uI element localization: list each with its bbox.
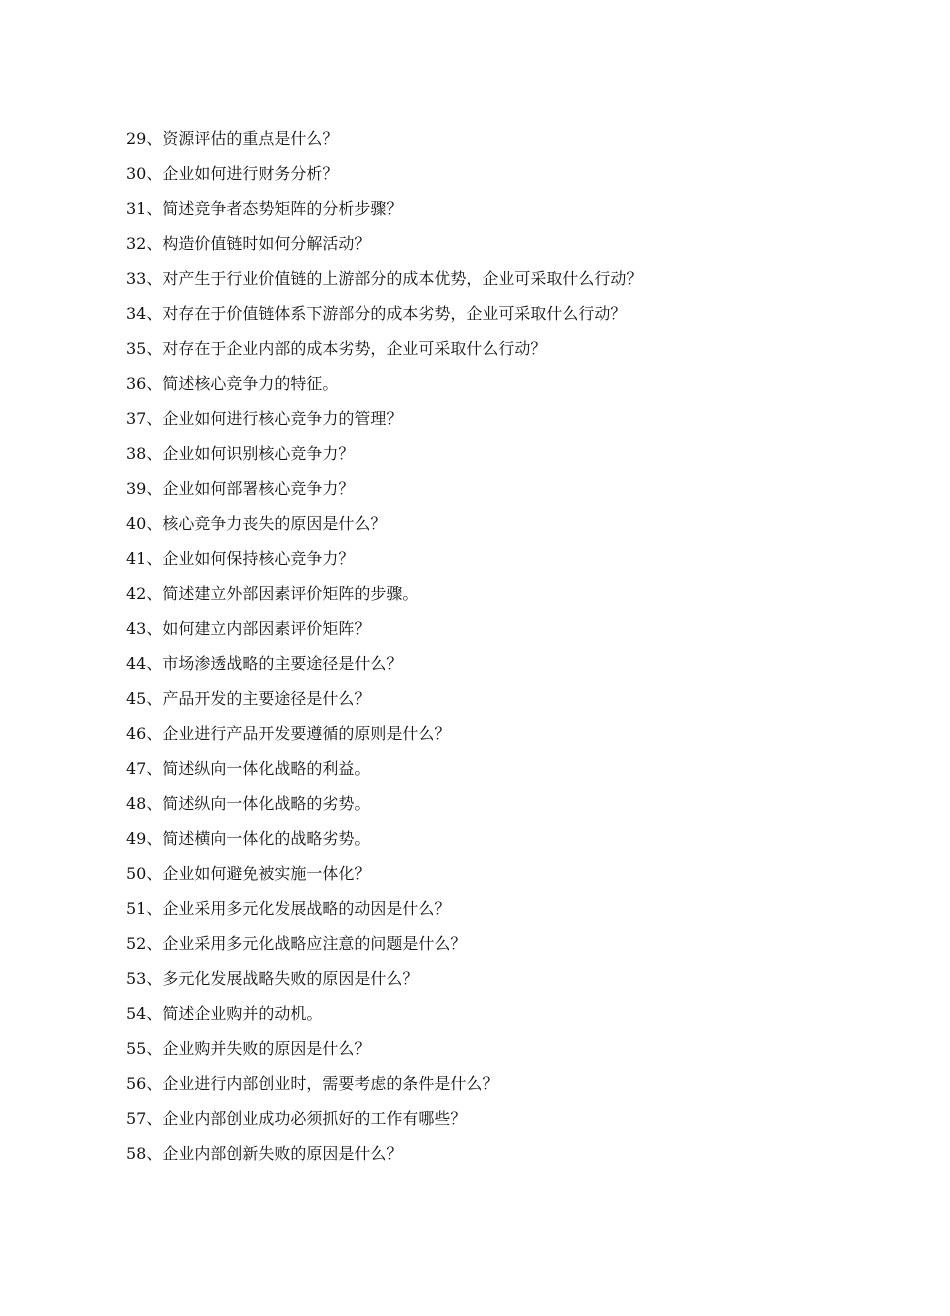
question-item: 47、简述纵向一体化战略的利益。 bbox=[126, 759, 371, 778]
question-item: 30、企业如何进行财务分析？ bbox=[126, 164, 339, 183]
question-item: 48、简述纵向一体化战略的劣势。 bbox=[126, 794, 371, 813]
question-item: 46、企业进行产品开发要遵循的原则是什么？ bbox=[126, 724, 451, 743]
question-item: 34、对存在于价值链体系下游部分的成本劣势，企业可采取什么行动？ bbox=[126, 304, 627, 323]
question-item: 54、简述企业购并的动机。 bbox=[126, 1004, 323, 1023]
question-item: 35、对存在于企业内部的成本劣势，企业可采取什么行动？ bbox=[126, 339, 547, 358]
question-item: 41、企业如何保持核心竞争力？ bbox=[126, 549, 355, 568]
question-item: 32、构造价值链时如何分解活动？ bbox=[126, 234, 371, 253]
question-item: 58、企业内部创新失败的原因是什么？ bbox=[126, 1144, 403, 1163]
question-item: 55、企业购并失败的原因是什么？ bbox=[126, 1039, 371, 1058]
question-item: 57、企业内部创业成功必须抓好的工作有哪些？ bbox=[126, 1109, 467, 1128]
question-item: 29、资源评估的重点是什么？ bbox=[126, 129, 339, 148]
question-item: 33、对产生于行业价值链的上游部分的成本优势，企业可采取什么行动？ bbox=[126, 269, 643, 288]
question-item: 42、简述建立外部因素评价矩阵的步骤。 bbox=[126, 584, 419, 603]
question-item: 51、企业采用多元化发展战略的动因是什么？ bbox=[126, 899, 451, 918]
question-item: 37、企业如何进行核心竞争力的管理？ bbox=[126, 409, 403, 428]
question-item: 40、核心竞争力丧失的原因是什么？ bbox=[126, 514, 387, 533]
question-item: 53、多元化发展战略失败的原因是什么？ bbox=[126, 969, 419, 988]
question-item: 39、企业如何部署核心竞争力？ bbox=[126, 479, 355, 498]
question-item: 56、企业进行内部创业时，需要考虑的条件是什么？ bbox=[126, 1074, 499, 1093]
question-item: 52、企业采用多元化战略应注意的问题是什么？ bbox=[126, 934, 467, 953]
question-item: 36、简述核心竞争力的特征。 bbox=[126, 374, 339, 393]
question-item: 43、如何建立内部因素评价矩阵？ bbox=[126, 619, 371, 638]
question-item: 38、企业如何识别核心竞争力？ bbox=[126, 444, 355, 463]
question-item: 49、简述横向一体化的战略劣势。 bbox=[126, 829, 371, 848]
question-item: 45、产品开发的主要途径是什么？ bbox=[126, 689, 371, 708]
question-item: 44、市场渗透战略的主要途径是什么？ bbox=[126, 654, 403, 673]
question-item: 50、企业如何避免被实施一体化？ bbox=[126, 864, 371, 883]
question-item: 31、简述竞争者态势矩阵的分析步骤？ bbox=[126, 199, 403, 218]
question-list bbox=[126, 121, 886, 1171]
